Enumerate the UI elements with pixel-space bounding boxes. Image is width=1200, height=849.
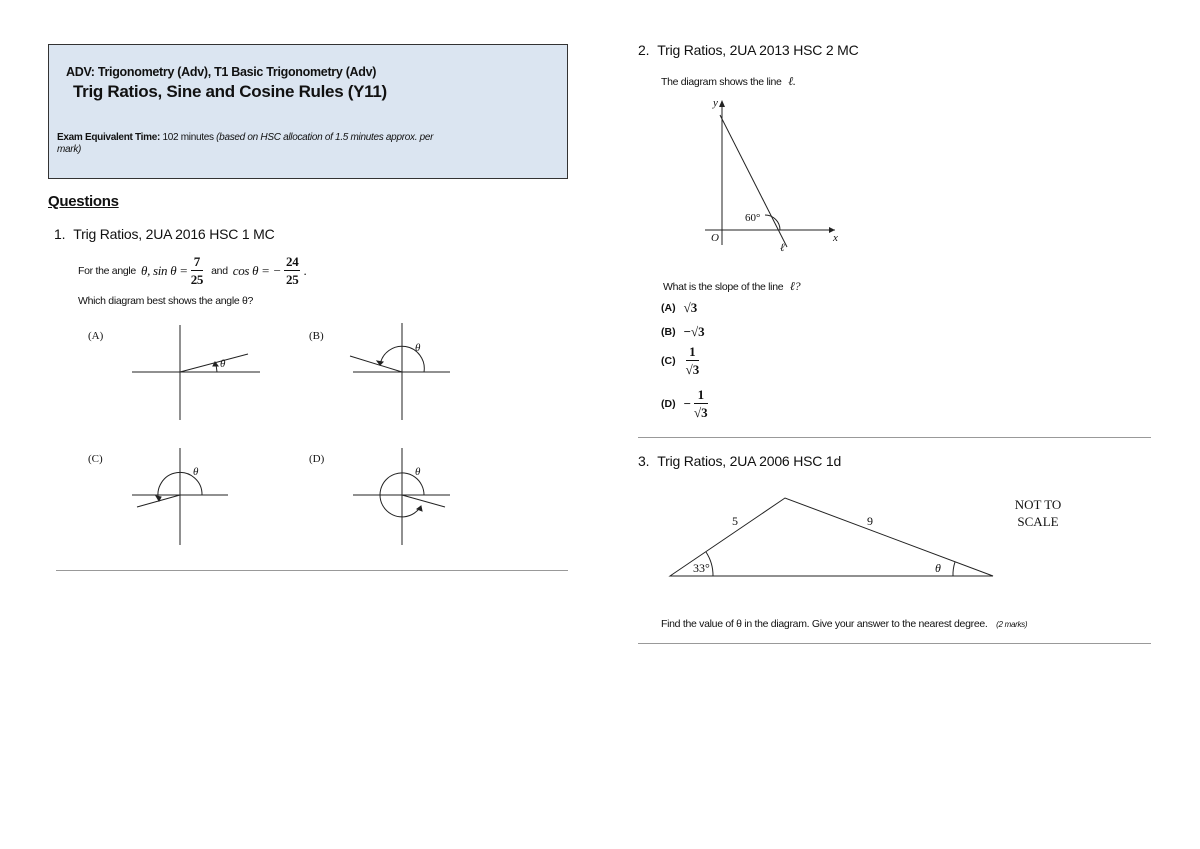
q1-sin-fraction bbox=[191, 255, 203, 286]
q2-choice-b-value: −√3 bbox=[683, 324, 705, 339]
q2-title bbox=[638, 42, 859, 58]
q2-question-line: ℓ? bbox=[789, 279, 801, 293]
q2-choice-a-label: (A) bbox=[661, 302, 676, 314]
q1-b-ray bbox=[350, 356, 402, 372]
q1-option-b-label: (B) bbox=[309, 330, 324, 342]
q2-choice-c-label: (C) bbox=[661, 354, 676, 367]
q2-choice-d[interactable] bbox=[661, 388, 711, 419]
q3-scale: SCALE bbox=[1017, 514, 1059, 529]
q1-a-theta: θ bbox=[220, 358, 226, 370]
q1-option-a-label: (A) bbox=[88, 330, 104, 342]
q1-d-theta: θ bbox=[415, 466, 421, 478]
q2-choice-d-sign: − bbox=[683, 395, 691, 411]
exam-time-label: Exam Equivalent Time: bbox=[57, 132, 160, 143]
q3-marks: (2 marks) bbox=[996, 620, 1028, 629]
q3-not-to-scale bbox=[1012, 496, 1064, 530]
q3-title bbox=[638, 453, 841, 469]
q2-line-label: ℓ bbox=[780, 242, 785, 254]
q1-option-c-label: (C) bbox=[88, 453, 103, 465]
q1-question: Which diagram best shows the angle θ? bbox=[78, 295, 254, 307]
q1-sin-lhs: θ, sin θ = bbox=[140, 262, 188, 278]
q3-angle-33: 33° bbox=[693, 561, 710, 575]
q2-choice-a-value: √3 bbox=[683, 300, 698, 315]
q3-angle-theta: θ bbox=[935, 561, 941, 575]
q1-cos-num: 24 bbox=[286, 254, 299, 269]
q3-side-5: 5 bbox=[732, 514, 738, 528]
q3-triangle-shape bbox=[670, 498, 993, 576]
q2-angle-label: 60° bbox=[745, 212, 761, 224]
exam-time-value: 102 minutes bbox=[162, 132, 214, 143]
q1-number: 1. bbox=[54, 226, 66, 242]
q2-intro-line: ℓ. bbox=[788, 74, 796, 88]
topic-subtitle: ADV: Trigonometry (Adv), T1 Basic Trigonometry (Adv) bbox=[66, 65, 377, 79]
q1-diagrams bbox=[80, 320, 480, 550]
q1-c-theta: θ bbox=[193, 466, 199, 478]
q2-choice-b[interactable] bbox=[661, 324, 705, 340]
q2-choice-d-fraction bbox=[694, 388, 708, 419]
q3-not-to: NOT TO bbox=[1014, 497, 1062, 512]
q1-divider bbox=[56, 570, 568, 571]
q1-diagram-d bbox=[353, 448, 450, 545]
q2-choice-a[interactable] bbox=[661, 300, 697, 316]
page-title: Trig Ratios, Sine and Cosine Rules (Y11) bbox=[73, 82, 387, 101]
q2-choice-c-fraction bbox=[686, 345, 700, 376]
q2-origin-label: O bbox=[711, 232, 719, 244]
q1-and: and bbox=[211, 264, 228, 277]
q2-x-label: x bbox=[833, 232, 838, 244]
q1-b-theta: θ bbox=[415, 342, 421, 354]
q2-line-l bbox=[720, 115, 787, 247]
exam-time-note: (based on HSC allocation of 1.5 minutes approx. per mark) bbox=[57, 132, 434, 155]
q1-prefix: For the angle bbox=[78, 264, 136, 277]
q2-intro-text: The diagram shows the line bbox=[661, 76, 782, 88]
q3-divider bbox=[638, 643, 1151, 644]
q1-diagram-a bbox=[132, 325, 260, 420]
questions-heading: Questions bbox=[48, 193, 119, 210]
q3-number: 3. bbox=[638, 453, 650, 469]
q2-intro bbox=[661, 74, 796, 89]
q1-diagram-c bbox=[132, 448, 228, 545]
q1-title bbox=[54, 226, 275, 242]
q2-choice-d-num: 1 bbox=[694, 388, 708, 404]
q2-choice-c-den: √3 bbox=[685, 362, 700, 377]
q2-choice-c[interactable] bbox=[661, 345, 702, 376]
q2-title-text: Trig Ratios, 2UA 2013 HSC 2 MC bbox=[657, 42, 859, 58]
q1-d-ray bbox=[402, 495, 445, 507]
q1-title-text: Trig Ratios, 2UA 2016 HSC 1 MC bbox=[73, 226, 275, 242]
q1-sin-num: 7 bbox=[191, 255, 203, 271]
q3-side-9: 9 bbox=[867, 514, 873, 528]
exam-time bbox=[57, 132, 437, 156]
q2-choice-c-num: 1 bbox=[686, 345, 700, 361]
q1-cos-fraction bbox=[284, 255, 300, 286]
q3-title-text: Trig Ratios, 2UA 2006 HSC 1d bbox=[657, 453, 842, 469]
q2-divider bbox=[638, 437, 1151, 438]
q1-sin-den: 25 bbox=[190, 272, 204, 287]
q3-question bbox=[661, 618, 1027, 630]
q2-question-text: What is the slope of the line bbox=[663, 281, 784, 293]
q2-choice-d-den: √3 bbox=[694, 405, 708, 420]
q2-choice-d-label: (D) bbox=[661, 397, 676, 410]
q2-choice-b-label: (B) bbox=[661, 326, 676, 338]
q2-y-label: y bbox=[713, 97, 718, 109]
q1-statement: For the angle θ, sin θ = $\frac{7}{25}$ and cos θ = − $\frac{24}{25}$ . bbox=[78, 254, 307, 287]
q2-question bbox=[663, 279, 800, 294]
q1-diagram-b bbox=[350, 323, 450, 420]
q3-angle-theta-arc bbox=[953, 562, 955, 576]
q1-cos-den: 25 bbox=[286, 272, 299, 287]
q2-diagram bbox=[695, 95, 855, 255]
q3-question-text: Find the value of θ in the diagram. Give your answer to the nearest degree. bbox=[661, 618, 988, 630]
q3-triangle bbox=[665, 490, 1005, 585]
q1-cos-lhs: cos θ = − bbox=[232, 262, 282, 278]
header-box bbox=[48, 44, 568, 179]
q2-number: 2. bbox=[638, 42, 650, 58]
q1-option-d-label: (D) bbox=[309, 453, 325, 465]
